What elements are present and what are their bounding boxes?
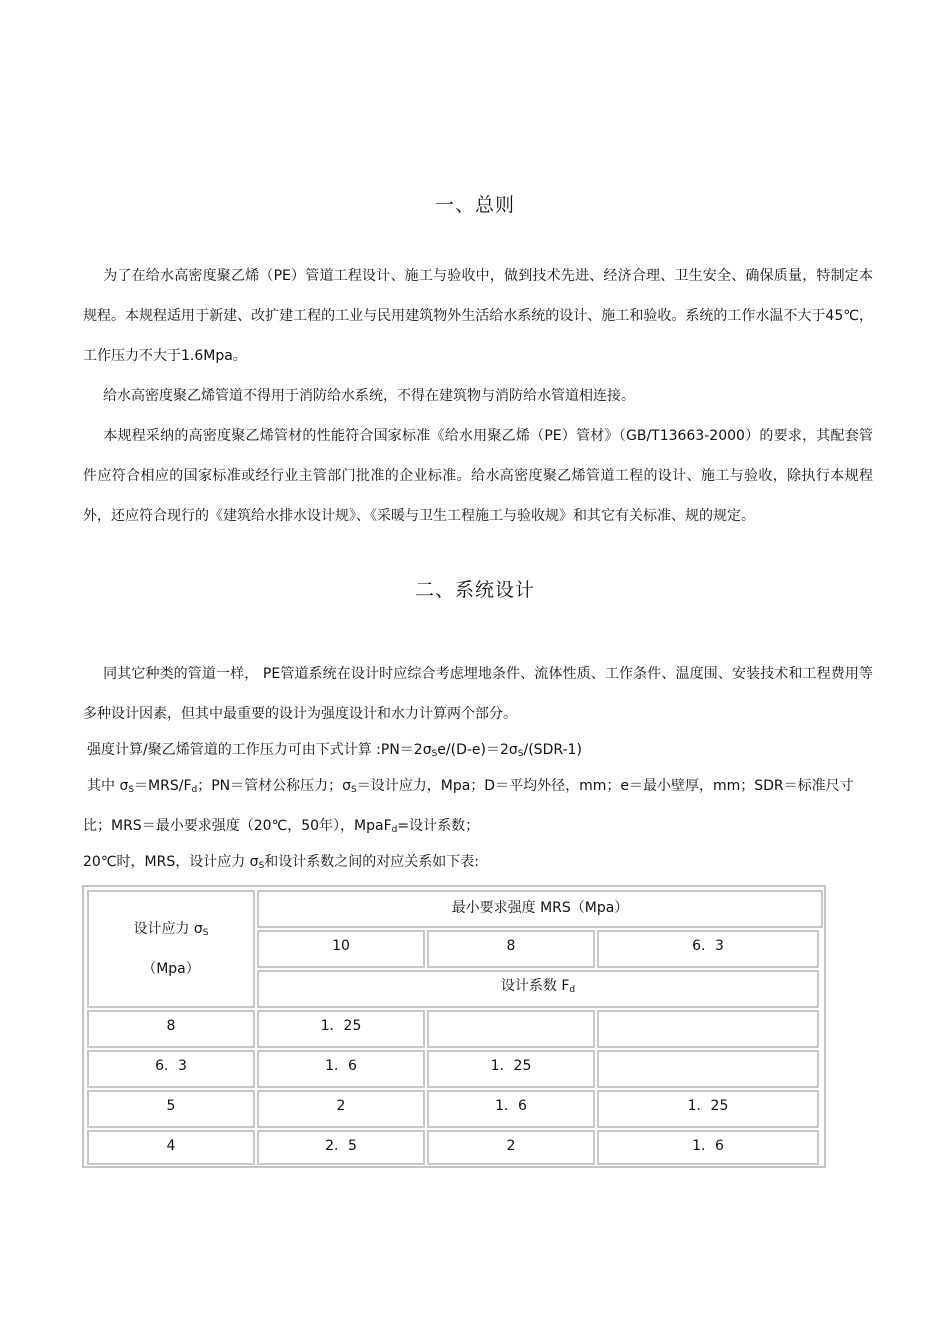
factor-cell: 1．6 [427,1090,595,1128]
mrs-value: 6．3 [597,930,819,968]
factor-cell [597,1050,819,1088]
factor-header: 设计系数 $F_d$ [257,970,819,1008]
stress-cell: 4 [87,1130,255,1165]
factor-cell: 1．6 [597,1130,819,1165]
mrs-value: 8 [427,930,595,968]
factor-cell [597,1010,819,1048]
section-1-paragraph-2: 给水高密度聚乙烯管道不得用于消防给水系统，不得在建筑物与消防给水管道相连接。 [103,388,635,404]
factor-cell: 1．25 [257,1010,425,1048]
table-intro: 20℃时，MRS，设计应力 $\sigma_S$和设计系数之间的对应关系如下表: [83,854,479,871]
section-1-paragraph-1: 为了在给水高密度聚乙烯（PE）管道工程设计、施工与验收中，做到技术先进、经济合理、卫生安全、确保质量，特制定本规程。本规程适用于新建、改扩建工程的工业与民用建筑物外生活给水系统的设计、施工和验收。系统的工作水温不大于45℃，工作压力不大于1.6Mpa。 [83,268,873,364]
design-factor-table [82,885,826,1168]
stress-cell: 6．3 [87,1050,255,1088]
factor-cell: 1．25 [597,1090,819,1128]
mrs-header: 最小要求强度 MRS（Mpa） [257,890,823,928]
mrs-value: 10 [257,930,425,968]
factor-cell: 1．25 [427,1050,595,1088]
factor-cell: 1．6 [257,1050,425,1088]
section-2-heading: 二、系统设计 [414,579,535,601]
section-1-paragraph-3: 本规程采纳的高密度聚乙烯管材的性能符合国家标准《给水用聚乙烯（PE）管材》（GB/T13663-2000）的要求，其配套管件应符合相应的国家标准或经行业主管部门批准的企业标准。给水高密度聚乙烯管道工程的设计、施工与验收，除执行本规程外，还应符合现行的《建筑给水排水设计规》、《采暖与卫生工程施工与验收规》和其它有关标准、规的规定。 [83,428,873,524]
factor-cell: 2 [427,1130,595,1165]
section-2-paragraph-1: 同其它种类的管道一样， PE管道系统在设计时应综合考虑埋地条件、流体性质、工作条件、温度围、安装技术和工程费用等多种设计因素，但其中最重要的设计为强度设计和水力计算两个部分。 [83,666,873,722]
factor-cell: 2．5 [257,1130,425,1165]
section-1-heading: 一、总则 [434,194,515,216]
formula-definitions-cont: 比；MRS＝最小要求强度（20℃，50年），MpaF$_d$=设计系数； [83,818,480,835]
stress-cell: 8 [87,1010,255,1048]
stress-cell: 5 [87,1090,255,1128]
factor-cell: 2 [257,1090,425,1128]
formula-definitions: 其中 $\sigma_S=MRS/F_d$；PN＝管材公称压力；$\sigma_S=$设计应力，Mpa；D＝平均外径，mm；e＝最小壁厚，mm；SDR＝标准尺寸 [87,778,854,795]
row-header-design-stress: 设计应力 $\sigma_S$ （Mpa） [87,890,255,1008]
strength-formula: 强度计算/聚乙烯管道的工作压力可由下式计算 $:PN=2\sigma_Se/(D-e)=2\sigma_S/(SDR-1)$ [87,742,582,759]
factor-cell [427,1010,595,1048]
